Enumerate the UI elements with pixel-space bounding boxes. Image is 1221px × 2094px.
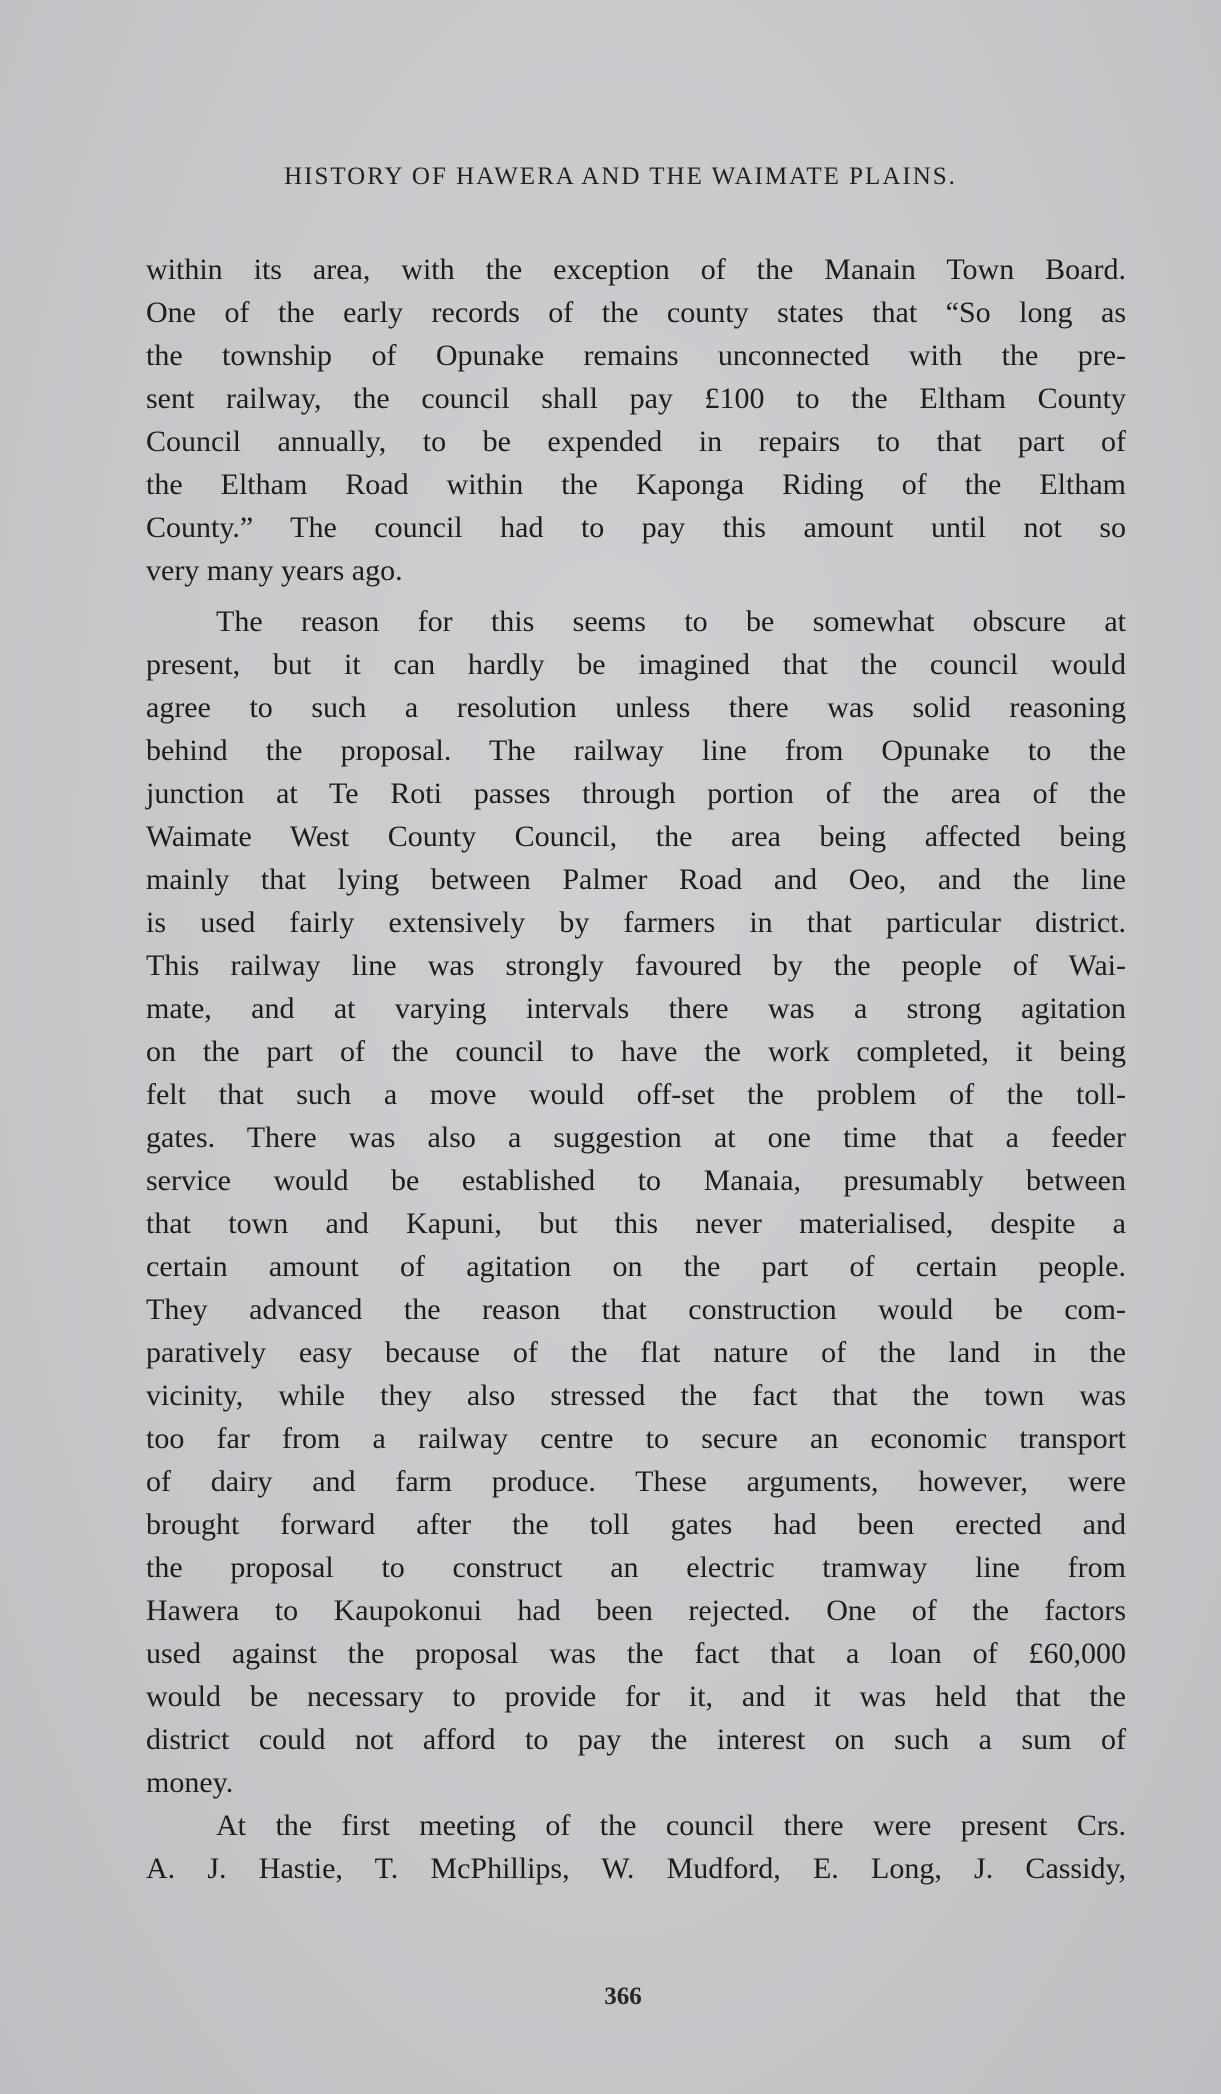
text-line: within its area, with the exception of the Manain Town Board. [146,253,1126,286]
text-line: present, but it can hardly be imagined that the council would [146,648,1126,681]
text-line: agree to such a resolution unless there was solid reasoning [146,691,1126,724]
text-line: is used fairly extensively by farmers in that particular district. [146,906,1126,939]
text-line: the Eltham Road within the Kaponga Riding of the Eltham [146,468,1126,501]
text-line: Waimate West County Council, the area being affected being [146,820,1126,853]
text-line: money. [146,1766,234,1799]
text-line: of dairy and farm produce. These arguments, however, were [146,1465,1126,1498]
text-line: very many years ago. [146,554,403,587]
text-line: vicinity, while they also stressed the fact that the town was [146,1379,1126,1412]
text-line: the township of Opunake remains unconnected with the pre- [146,339,1126,372]
text-line: sent railway, the council shall pay £100 to the Eltham County [146,382,1126,415]
text-line: The reason for this seems to be somewhat obscure at [216,605,1126,638]
page-number: 366 [604,1983,642,2010]
text-line: mainly that lying between Palmer Road and Oeo, and the line [146,863,1126,896]
text-line: County.” The council had to pay this amount until not so [146,511,1126,544]
text-line: mate, and at varying intervals there was a strong agitation [146,992,1126,1025]
paragraph-1 [146,248,1126,592]
text-line: certain amount of agitation on the part of certain people. [146,1250,1126,1283]
text-line: Council annually, to be expended in repairs to that part of [146,425,1126,458]
text-line: would be necessary to provide for it, and it was held that the [146,1680,1126,1713]
text-line: that town and Kapuni, but this never materialised, despite a [146,1207,1126,1240]
text-line: They advanced the reason that construction would be com- [146,1293,1126,1326]
text-line: Hawera to Kaupokonui had been rejected. One of the factors [146,1594,1126,1627]
text-line: One of the early records of the county states that “So long as [146,296,1126,329]
text-line: on the part of the council to have the work completed, it being [146,1035,1126,1068]
text-line: junction at Te Roti passes through portion of the area of the [146,777,1126,810]
text-line: A. J. Hastie, T. McPhillips, W. Mudford, E. Long, J. Cassidy, [146,1852,1126,1885]
running-head: HISTORY OF HAWERA AND THE WAIMATE PLAINS. [284,163,957,190]
text-line: paratively easy because of the flat nature of the land in the [146,1336,1126,1369]
text-line: felt that such a move would off-set the problem of the toll- [146,1078,1126,1111]
body-text [146,248,1126,1890]
text-line: too far from a railway centre to secure an economic transport [146,1422,1126,1455]
text-line: service would be established to Manaia, presumably between [146,1164,1126,1197]
text-line: district could not afford to pay the interest on such a sum of [146,1723,1126,1756]
text-line: behind the proposal. The railway line from Opunake to the [146,734,1126,767]
paragraph-2 [146,600,1126,1804]
paragraph-3 [146,1804,1126,1890]
text-line: gates. There was also a suggestion at one time that a feeder [146,1121,1126,1154]
text-line: used against the proposal was the fact that a loan of £60,000 [146,1637,1126,1670]
text-line: At the first meeting of the council there were present Crs. [216,1809,1126,1842]
text-line: This railway line was strongly favoured by the people of Wai- [146,949,1126,982]
text-line: the proposal to construct an electric tramway line from [146,1551,1126,1584]
text-line: brought forward after the toll gates had been erected and [146,1508,1126,1541]
